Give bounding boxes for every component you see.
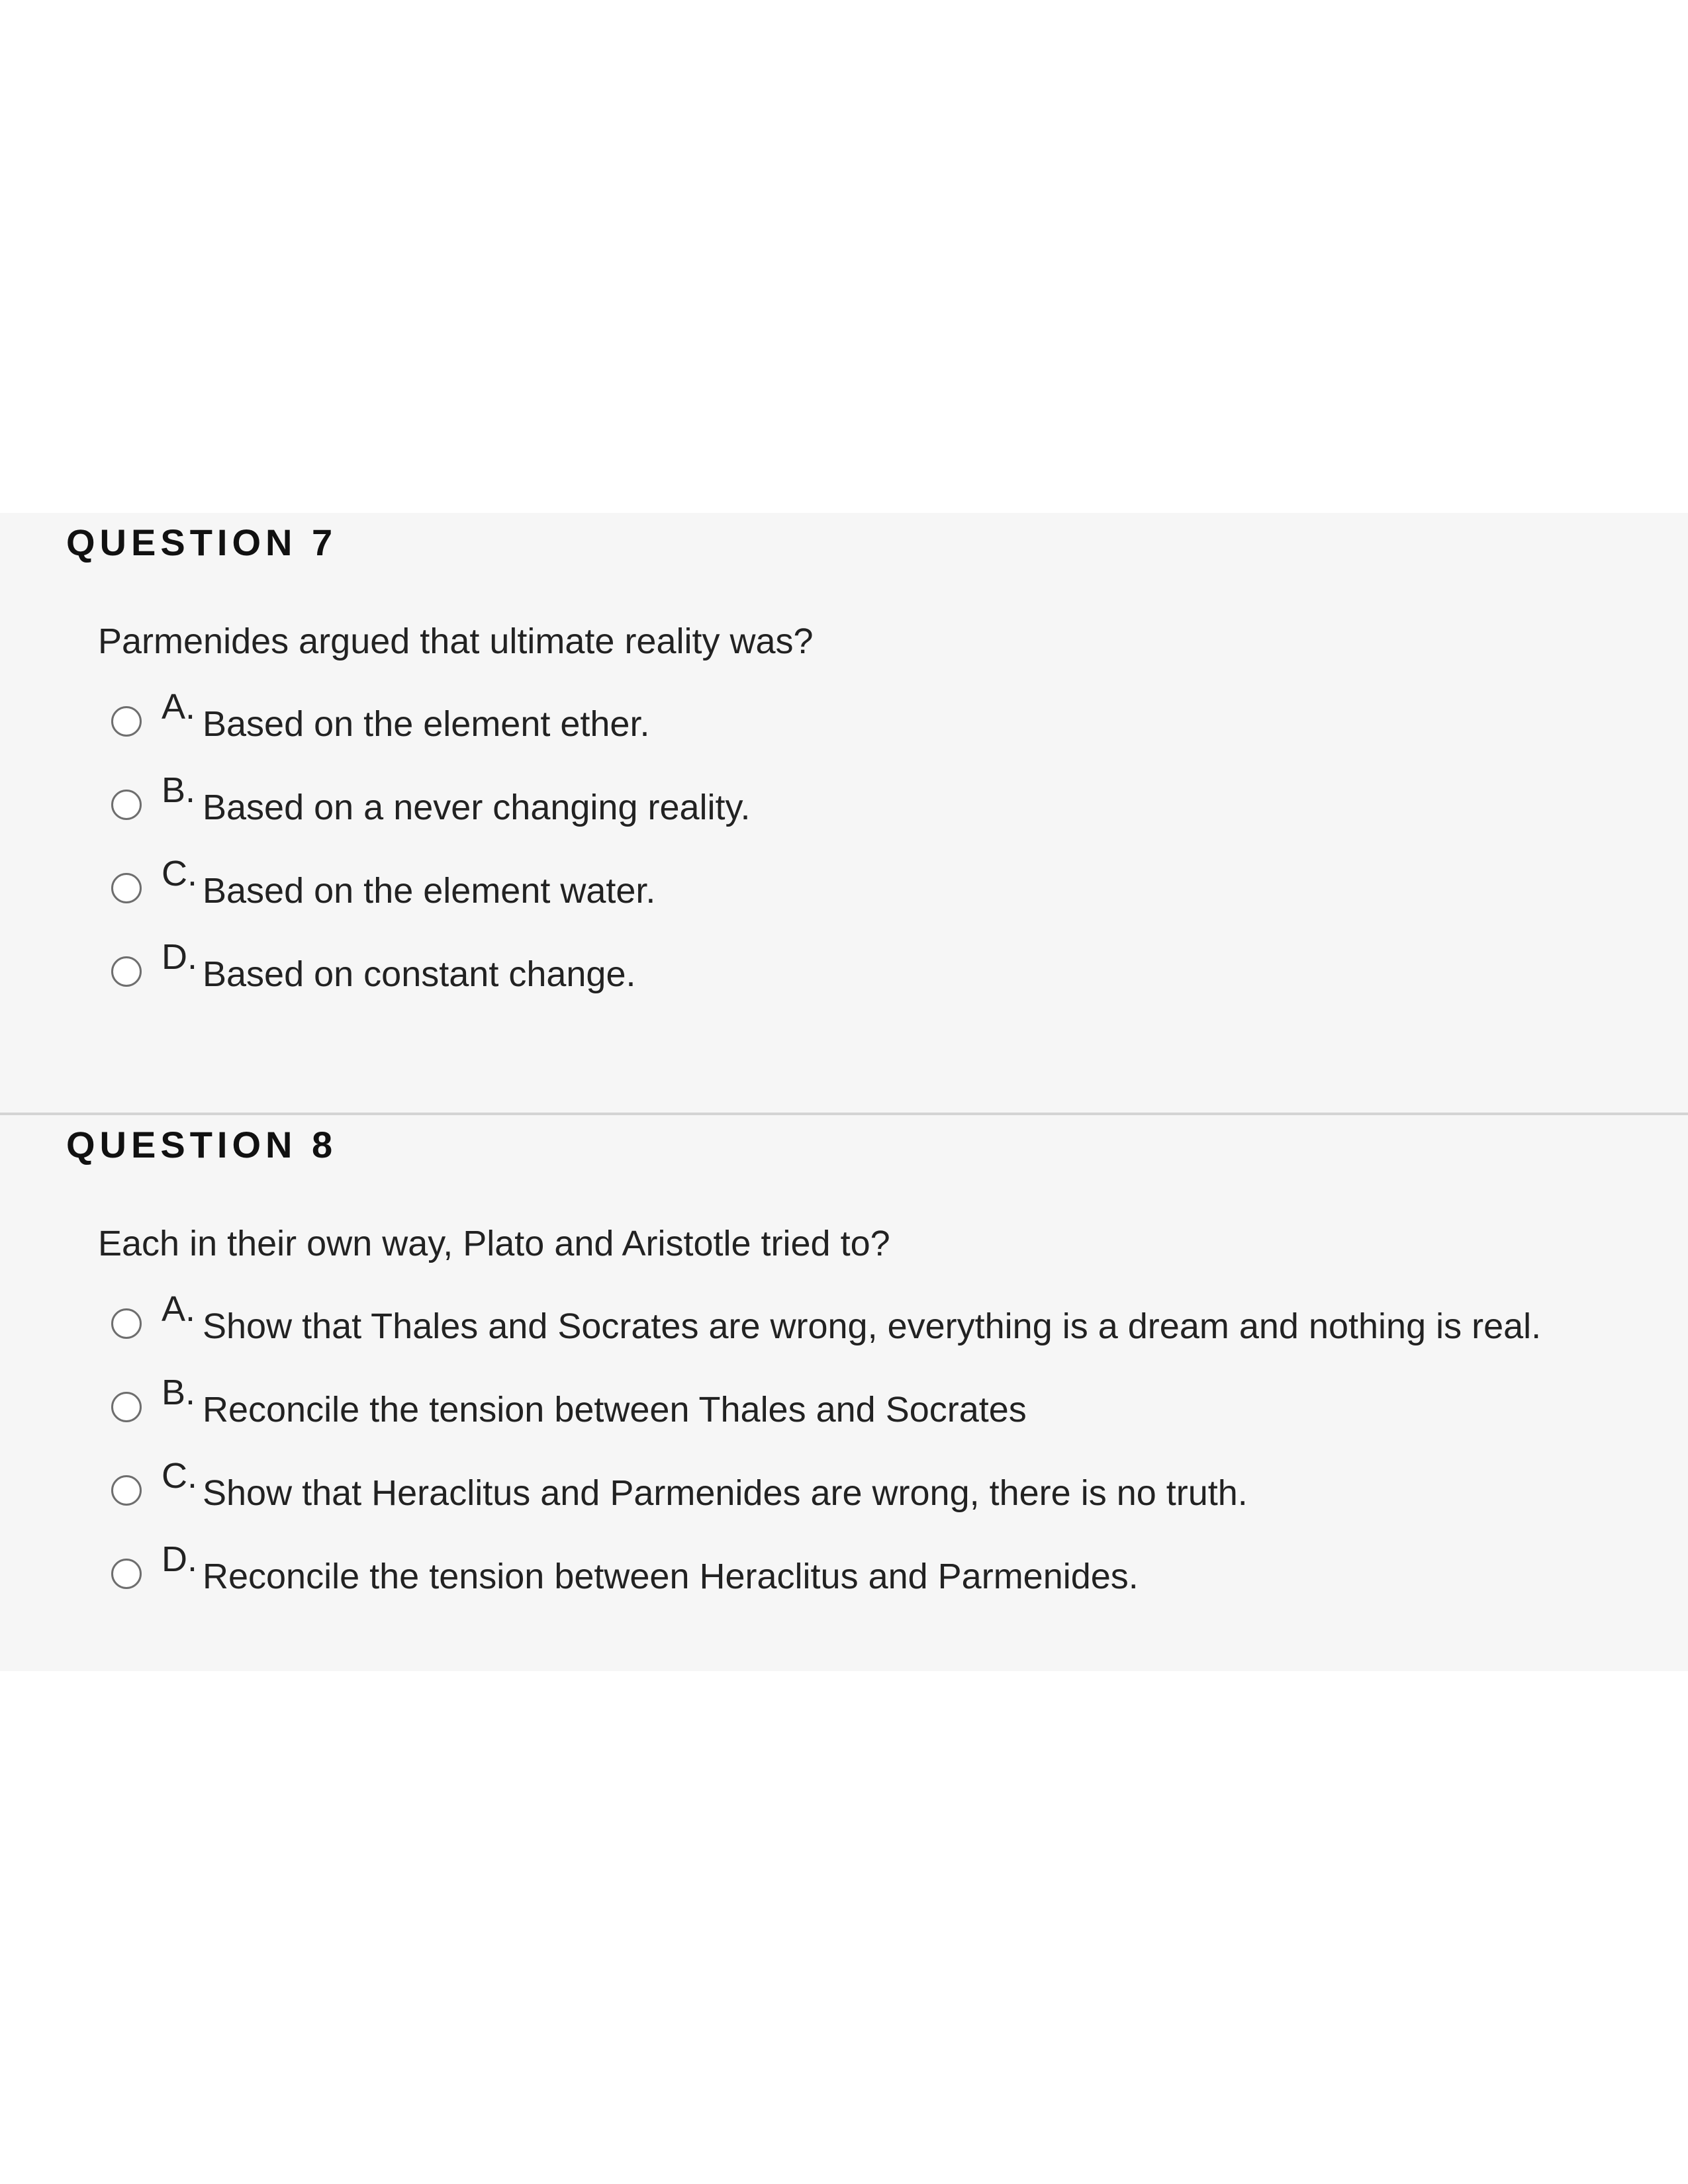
- question-heading: QUESTION 7: [66, 522, 338, 563]
- radio-button-icon[interactable]: [111, 1559, 142, 1589]
- radio-button-icon[interactable]: [111, 1475, 142, 1506]
- option-letter: B.: [162, 770, 196, 810]
- option-text[interactable]: Based on the element water.: [203, 871, 656, 911]
- option-text[interactable]: Reconcile the tension between Heraclitus and Parmenides.: [203, 1557, 1139, 1596]
- option-letter: A.: [162, 687, 196, 727]
- radio-button-icon[interactable]: [111, 873, 142, 903]
- question-prompt: Each in their own way, Plato and Aristotle tried to?: [98, 1224, 890, 1263]
- question-7: [0, 513, 1688, 1114]
- radio-button-icon[interactable]: [111, 956, 142, 987]
- radio-button-icon[interactable]: [111, 1308, 142, 1339]
- option-letter: C.: [162, 854, 197, 893]
- option-letter: B.: [162, 1373, 196, 1412]
- radio-button-icon[interactable]: [111, 790, 142, 820]
- option-text[interactable]: Reconcile the tension between Thales and Socrates: [203, 1390, 1027, 1430]
- option-letter: D.: [162, 937, 197, 977]
- option-letter: C.: [162, 1456, 197, 1496]
- answer-options: [111, 1289, 1634, 1622]
- question-prompt: Parmenides argued that ultimate reality was?: [98, 621, 814, 661]
- option-a[interactable]: [111, 1289, 1634, 1372]
- option-text[interactable]: Based on the element ether.: [203, 704, 650, 744]
- question-8: [0, 1115, 1688, 1671]
- option-text[interactable]: Show that Thales and Socrates are wrong, everything is a dream and nothing is real.: [203, 1306, 1542, 1346]
- option-text[interactable]: Show that Heraclitus and Parmenides are wrong, there is no truth.: [203, 1473, 1248, 1513]
- option-b[interactable]: [111, 1372, 1634, 1455]
- option-b[interactable]: [111, 770, 1634, 853]
- option-text[interactable]: Based on a never changing reality.: [203, 788, 751, 827]
- option-text[interactable]: Based on constant change.: [203, 954, 636, 994]
- option-letter: D.: [162, 1539, 197, 1579]
- answer-options: [111, 686, 1634, 1020]
- option-c[interactable]: [111, 1455, 1634, 1539]
- radio-button-icon[interactable]: [111, 1392, 142, 1422]
- question-heading: QUESTION 8: [66, 1124, 338, 1165]
- option-a[interactable]: [111, 686, 1634, 770]
- option-d[interactable]: [111, 1539, 1634, 1622]
- quiz-panel: [0, 513, 1688, 1671]
- option-letter: A.: [162, 1289, 196, 1329]
- option-d[interactable]: [111, 936, 1634, 1020]
- option-c[interactable]: [111, 853, 1634, 936]
- radio-button-icon[interactable]: [111, 706, 142, 737]
